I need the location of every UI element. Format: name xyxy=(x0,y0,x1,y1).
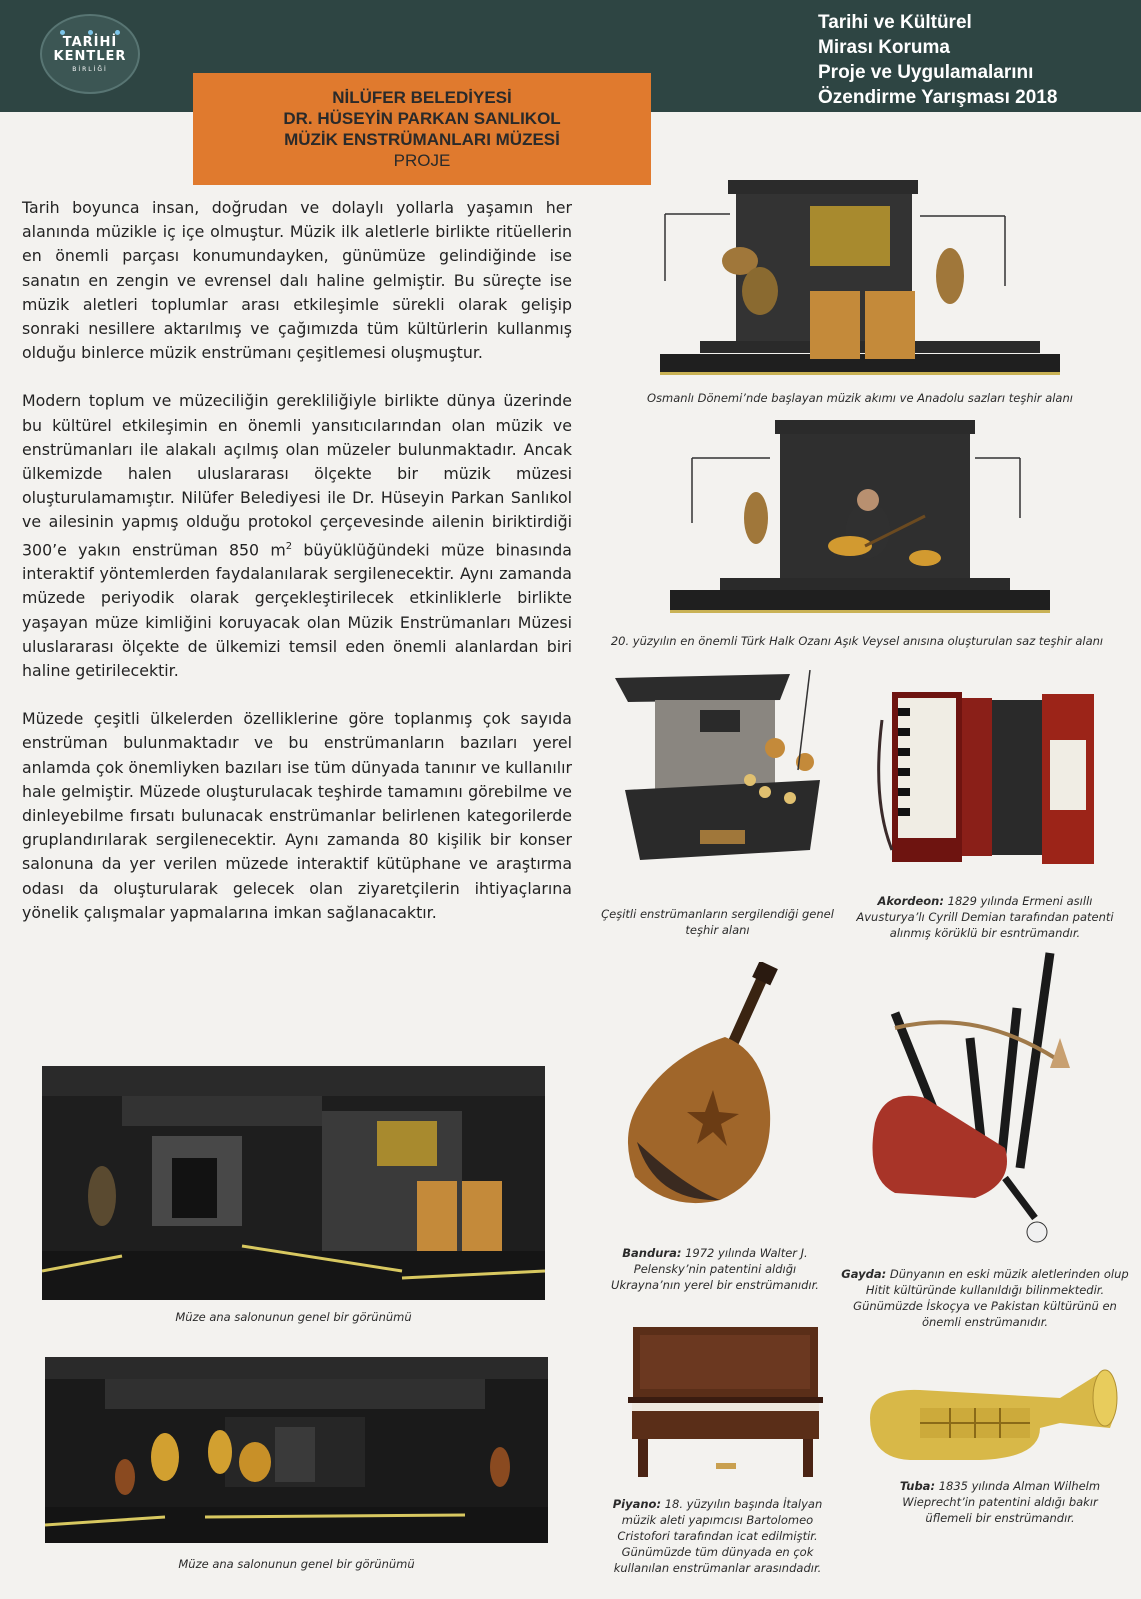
title-line-2: DR. HÜSEYİN PARKAN SANLIKOL xyxy=(283,109,561,128)
paragraph-1: Tarih boyunca insan, doğrudan ve dolaylı yollarla yaşamın her alanında müzikle iç içe olmuştur. Müzik ilk aletlerle birlikte ritüellerin en önemli parçası konumundayken, günümüze gelindiğinde ise sanatın en zengin ve evrensel dalı haline gelmiştir. Bu süreçte ise müzik aletleri toplumlar arası etkileşimle sürekli olarak gelişip sonraki nesillere aktarılmış ve çağımızda tüm kültürlerin kullanmış olduğu binlerce müzik enstrümanı çeşitlemesi oluşmuştur. xyxy=(22,198,572,363)
general-display-image xyxy=(600,670,840,880)
contest-line: Özendirme Yarışması 2018 xyxy=(818,87,1058,108)
piano-image xyxy=(628,1325,823,1480)
contest-line: Proje ve Uygulamalarını xyxy=(818,62,1034,83)
ottoman-caption: Osmanlı Dönemi’nde başlayan müzik akımı ve Anadolu sazları teşhir alanı xyxy=(647,391,1073,405)
hall-caption-2: Müze ana salonunun genel bir görünümü xyxy=(178,1557,415,1571)
bandura-text: 1972 yılında Walter J. Pelensky’nin patentini aldığı Ukrayna’nın yerel bir enstrümanıdır. xyxy=(611,1246,819,1292)
paragraph-3: Müzede çeşitli ülkelerden özelliklerine göre toplanmış çok sayıda enstrüman bulunmaktadır ve bu enstrümanların bazıları yerel anlamda çok önemliyken bazıları ise tüm dünyada tanınır ve kullanılır hale gelmiştir. Müzede oluşturulacak teşhirde tamamını görebilme ve dinleyebilme fırsatı bulunacak enstrümanlar belirlenen kategorilerde gruplandırılarak sergilenecektir. Aynı zamanda 80 kişilik bir konser salonuna da yer verilen müzede interaktif kütüphane ve araştırma odası da oluşturularak gelecek olan ziyaretçilerin ihtiyaçlarına yönelik çalışmalar yapmalarına imkan sağlanacaktır. xyxy=(22,709,572,922)
bagpipe-image xyxy=(865,948,1095,1248)
piano-caption xyxy=(600,1496,835,1576)
logo-dots xyxy=(60,30,120,35)
title-line-1: NİLÜFER BELEDİYESİ xyxy=(332,88,512,107)
veysel-caption: 20. yüzyılın en önemli Türk Halk Ozanı Aşık Veysel anısına oluşturulan saz teşhir alanı xyxy=(610,634,1104,648)
piano-text: 18. yüzyılın başında İtalyan müzik aleti yapımcısı Bartolomeo Cristofori tarafından icat edilmiştir. Günümüzde tüm dünyada en çok kullanılan enstrümanlar arasındadır. xyxy=(613,1497,823,1575)
hall-caption-1: Müze ana salonunun genel bir görünümü xyxy=(175,1310,412,1324)
bandura-caption xyxy=(600,1245,830,1293)
bandura-name: Bandura: xyxy=(622,1246,682,1260)
hall-view-image-2 xyxy=(45,1357,548,1543)
piano-name: Piyano: xyxy=(612,1497,662,1511)
tuba-name: Tuba: xyxy=(899,1479,936,1493)
accordion-name: Akordeon: xyxy=(877,894,944,908)
paragraph-2-part-b: büyüklüğündeki müze binasında interaktif yöntemlerden faydalanılarak sergilenecektir. Aynı zamanda müzede periyodik olarak gerçekleştirilecek etkinliklerle birlikte yaşayan müze kimliğini koruyacak olan Müzik Enstrümanları Müzesi uluslararası ölçekte de ülkemizi temsil eden önemli alanlardan biri haline getirilecektir. xyxy=(22,539,572,680)
logo-line-3: BİRLİĞİ xyxy=(72,65,108,73)
logo-line-2: KENTLER xyxy=(53,48,127,64)
bagpipe-caption xyxy=(840,1266,1130,1330)
contest-line: Tarihi ve Kültürel xyxy=(818,12,972,33)
tarihi-kentler-logo xyxy=(40,14,140,94)
paragraph-2 xyxy=(22,389,572,683)
title-line-3: MÜZİK ENSTRÜMANLARI MÜZESİ xyxy=(284,130,560,149)
superscript-2: 2 xyxy=(285,540,293,552)
paragraph-2-part-a: Modern toplum ve müzeciliğin gerekliliğiyle birlikte dünya üzerinde bu kültürel etkileşimin en önemli yansıtıcılarından olan müzik ve enstrümanları ile alakalı açılmış olan müzeler bulunmaktadır. Ancak ülkemizde halen uluslararası ölçekte bir müzik müzesi oluşturulamamıştır. Nilüfer Belediyesi ile Dr. Hüseyin Parkan Sanlıkol ve ailesinin yapmış olduğu protokol çerçevesinde ailenin biriktirdiği 300’e yakın enstrüman 850 m xyxy=(22,391,572,559)
accordion-caption xyxy=(845,893,1125,941)
bandura-image xyxy=(625,962,795,1212)
gayda-text: Dünyanın en eski müzik aletlerinden olup Hitit kültüründe kullanıldığı bilinmektedir. Günümüzde İskoçya ve Pakistan kültürünü en önemli enstrümanıdır. xyxy=(853,1267,1129,1329)
tuba-image xyxy=(860,1368,1120,1478)
accordion-text: 1829 yılında Ermeni asıllı Avusturya’lı Cyrill Demian tarafından patenti alınmış körüklü bir esntrümandır. xyxy=(856,894,1114,940)
gayda-name: Gayda: xyxy=(841,1267,887,1281)
contest-line: Mirası Koruma xyxy=(818,37,950,58)
logo-line-1: TARİHİ xyxy=(62,34,118,50)
veysel-display-image xyxy=(670,418,1050,618)
title-line-4: PROJE xyxy=(393,151,451,170)
body-text xyxy=(22,196,572,949)
hall-view-image-1 xyxy=(42,1066,545,1300)
ottoman-display-image xyxy=(660,176,1060,386)
general-caption: Çeşitli enstrümanların sergilendiği genel teşhir alanı xyxy=(601,907,834,937)
tuba-caption xyxy=(880,1478,1120,1526)
accordion-image xyxy=(872,680,1102,870)
contest-title xyxy=(818,10,1118,110)
tuba-text: 1835 yılında Alman Wilhelm Wieprecht’in patentini aldığı bakır üflemeli bir enstrümandır. xyxy=(902,1479,1101,1525)
project-title-box xyxy=(193,73,651,185)
